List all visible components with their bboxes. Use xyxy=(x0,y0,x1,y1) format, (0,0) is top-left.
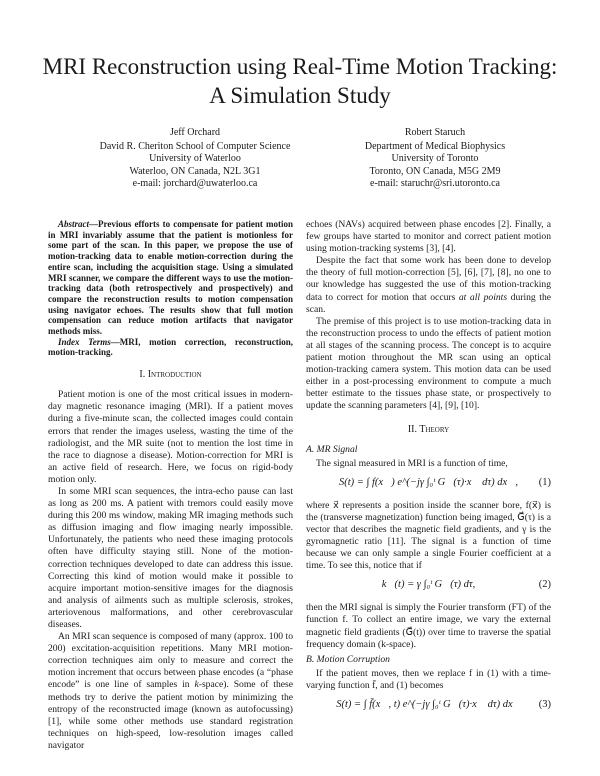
index-terms xyxy=(48,337,293,358)
paragraph: then the MRI signal is simply the Fourier transform (FT) of the function f. To collect an entire image, we vary the external magnetic field gradients (G⃗(t)) over time to traverse the spatial frequency domain (k-space). xyxy=(306,602,551,650)
abstract-label: Abstract xyxy=(58,219,90,229)
paragraph: In some MRI scan sequences, the intra-echo pause can last as long as 200 ms. A patient with tremors could easily move during this 200 ms window, making MR imaging methods such as diffusion imaging and flow imaging nearly impossible. Unfortunately, the patients who need these imaging protocols often have difficulty staying still. None of the motion-correction techniques developed to date can address this issue. Correcting this kind of motion would make it possible to acquire important motion-sensitive images for the diagnosis and analysis of ailments such as multiple sclerosis, strokes, arteriovenous malformations, and other cerebrovascular diseases. xyxy=(48,485,293,631)
equation-body: k⃗(t) = γ ∫₀ᵗ G⃗(τ) dτ, xyxy=(381,579,476,591)
right-column xyxy=(306,219,551,722)
paragraph: echoes (NAVs) acquired between phase encodes [2]. Finally, a few groups have started to monitor and correct patient motion using motion-tracking systems [3], [4]. xyxy=(306,219,551,255)
text-run: k xyxy=(194,679,199,691)
equation-1 xyxy=(306,470,551,500)
abstract-text: —Previous efforts to compensate for patient motion in MRI invariably assume that the patient is motionless for some part of the scan. In this paper, we propose the use of motion-tracking data to enable motion-correction during the entire scan, including the acquisition stage. Using a simulated MRI scanner, we compare the different ways to use the motion-tracking data (both retrospectively and prospectively) and compare the reconstruction results to motion compensation using navigator echoes. The results show that full motion compensation can reduce motion artifacts that navigator methods miss. xyxy=(48,219,293,337)
paragraph: Patient motion is one of the most critical issues in modern-day magnetic resonance imaging (MRI). If a patient moves during a five-minute scan, the collected images could contain errors that render the images useless, wasting the time of the radiologist, and the MR suite (not to mention the lost time in the race to diagnose a disease). Motion-correction for MRI is an active field of research. Here, we focus on rigid-body motion only. xyxy=(48,389,293,485)
index-terms-text: —MRI, motion correction, reconstruction, motion-tracking. xyxy=(48,336,293,358)
equation-number: (2) xyxy=(538,579,551,591)
equation-number: (3) xyxy=(538,699,551,710)
author-address: Toronto, ON Canada, M5G 2M9 xyxy=(369,165,501,177)
abstract xyxy=(48,219,293,337)
author-affiliation: David R. Cheriton School of Computer Science xyxy=(99,140,291,152)
author-name: Jeff Orchard xyxy=(169,127,221,138)
author-name: Robert Staruch xyxy=(404,127,466,138)
paper-title: MRI Reconstruction using Real-Time Motion Tracking: A Simulation Study xyxy=(42,54,558,108)
subsection-heading-motion-corruption: B. Motion Corruption xyxy=(306,653,390,665)
paragraph: The signal measured in MRI is a function of time, xyxy=(316,457,508,469)
author-address: Waterloo, ON Canada, N2L 3G1 xyxy=(129,165,261,177)
text-run: during the scan. xyxy=(306,291,551,315)
author-block-2 xyxy=(320,127,550,191)
paragraph: where x⃗ represents a position inside the scanner bore, f(x⃗) is the (transverse magnetization) function being imaged, G⃗(τ) is a vector that describes the magnetic field gradients, and γ is the gyromagnetic ratio [11]. The signal is a function of time because we can only sample a single Fourier coefficient at a time. To see this, notice that if xyxy=(306,499,551,572)
paragraph: If the patient moves, then we replace f in (1) with a time-varying function f̄, and (1) becomes xyxy=(306,667,551,691)
author-email: e-mail: jorchard@uwaterloo.ca xyxy=(132,178,258,189)
text-run: -space). Some of these methods try to derive the patient motion by minimizing the entropy of the reconstructed image (known as autofocussing) [1], while some other methods use standard registration techniques on high-speed, low-resolution images called navigator xyxy=(48,679,293,751)
text-run: Despite the fact that some work has been done to develop the theory of full motion-correction [5], [6], [7], [8], no one to our knowledge has suggested the use of this motion-tracking data to correct for motion that occurs xyxy=(306,255,551,303)
equation-2 xyxy=(306,572,551,602)
author-block-1 xyxy=(60,127,330,191)
author-email: e-mail: staruchr@sri.utoronto.ca xyxy=(370,178,500,189)
equation-body: S(t) = ∫ f(x⃗) e^(−jγ ∫₀ᵗ G⃗(τ)·x⃗ dτ) dx⃗, xyxy=(338,476,519,488)
paragraph xyxy=(306,255,551,315)
author-affiliation: Department of Medical Biophysics xyxy=(364,140,506,152)
equation-number: (1) xyxy=(538,476,551,488)
paragraph: The premise of this project is to use motion-tracking data in the reconstruction process to undo the effects of patient motion at all stages of the scanning process. The concept is to acquire patient motion throughout the MR scan using an optical motion-tracking camera system. This motion data can be used either in a post-processing environment to compute a much better estimate to the tissues phase state, or prospectively to update the scanning parameters [4], [9], [10]. xyxy=(306,315,551,412)
index-terms-label: Index Terms xyxy=(58,336,111,347)
author-institution: University of Waterloo xyxy=(149,153,241,164)
section-heading-introduction: I. Introduction xyxy=(139,369,202,381)
author-institution: University of Toronto xyxy=(391,153,479,164)
section-heading-theory: II. Theory xyxy=(407,423,450,435)
subsection-heading-mr-signal: A. MR Signal xyxy=(306,443,358,455)
text-run: An MRI scan sequence is composed of many (approx. 100 to 200) excitation-acquisition repetitions. Many MRI motion-correction techniques aim only to measure and correct the motion increment that occurs between phase encodes (a “phase encode” is one line of samples in xyxy=(48,631,293,691)
text-run: at all points xyxy=(458,291,508,303)
left-column xyxy=(48,219,293,752)
equation-3 xyxy=(306,692,551,722)
equation-body: S(t) = ∫ f̄(x⃗, t) e^(−jγ ∫₀ᵗ G⃗(τ)·x⃗ dτ) dx⃗ xyxy=(336,699,521,710)
paragraph xyxy=(48,631,293,752)
